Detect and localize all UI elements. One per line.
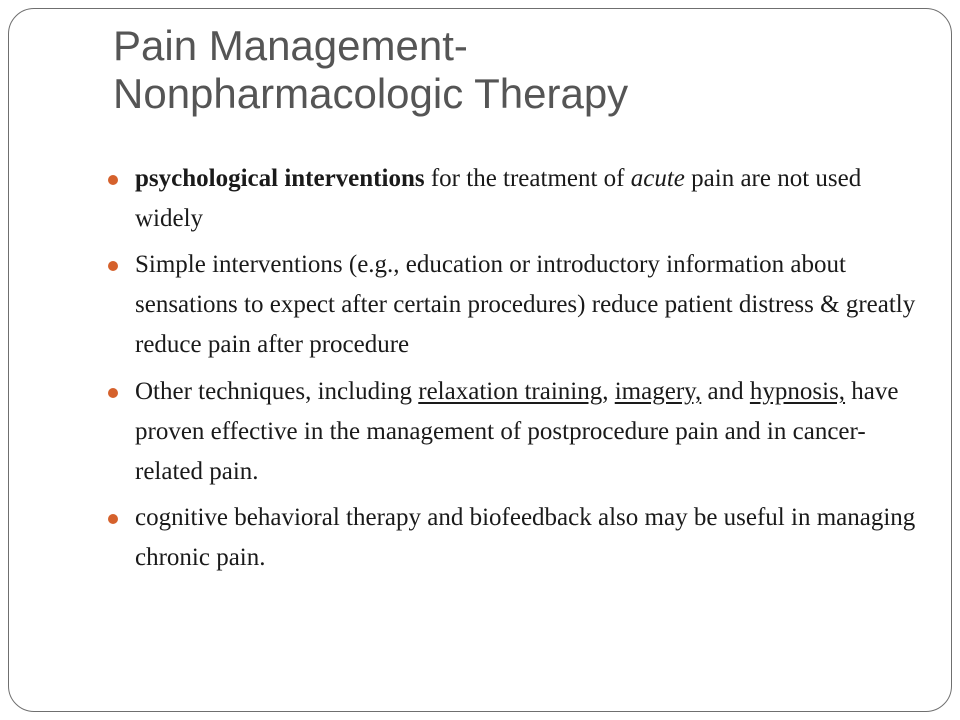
underlined-term-hypnosis: hypnosis,: [749, 378, 846, 405]
title-line-2: Nonpharmacologic Therapy: [113, 70, 629, 117]
text-segment: for the treatment of: [424, 165, 631, 192]
bullet-item-simple-interventions: [135, 245, 925, 365]
bullet-list: [135, 159, 925, 584]
text-segment: cognitive behavioral therapy and biofeedback also may be useful in managing chronic pain.: [135, 504, 916, 571]
text-segment: and: [701, 378, 750, 405]
text-segment: pain are not used widely: [135, 165, 862, 232]
bold-term: psychological interventions: [135, 165, 425, 192]
bullet-item-psychological: [135, 159, 925, 239]
text-segment: Simple interventions (e.g., education or introductory information about sensations to expect after certain procedures) reduce patient distress & greatly reduce pain after procedure: [135, 251, 916, 358]
italic-term: acute: [630, 165, 685, 192]
bullet-item-cbt: [135, 498, 925, 578]
bullet-dot-icon: [108, 388, 118, 398]
slide-title: [113, 22, 913, 118]
bullet-item-other-techniques: [135, 372, 925, 492]
bullet-dot-icon: [108, 261, 118, 271]
text-segment: Other techniques, including: [135, 378, 419, 405]
underlined-term-relaxation: relaxation training: [418, 378, 603, 405]
bullet-dot-icon: [108, 514, 118, 524]
underlined-term-imagery: imagery,: [614, 378, 702, 405]
text-segment: have proven effective in the management of postprocedure pain and in cancer-related pain.: [135, 378, 899, 485]
text-segment: ,: [602, 378, 615, 405]
bullet-dot-icon: [108, 175, 118, 185]
title-line-1: Pain Management-: [113, 22, 468, 69]
